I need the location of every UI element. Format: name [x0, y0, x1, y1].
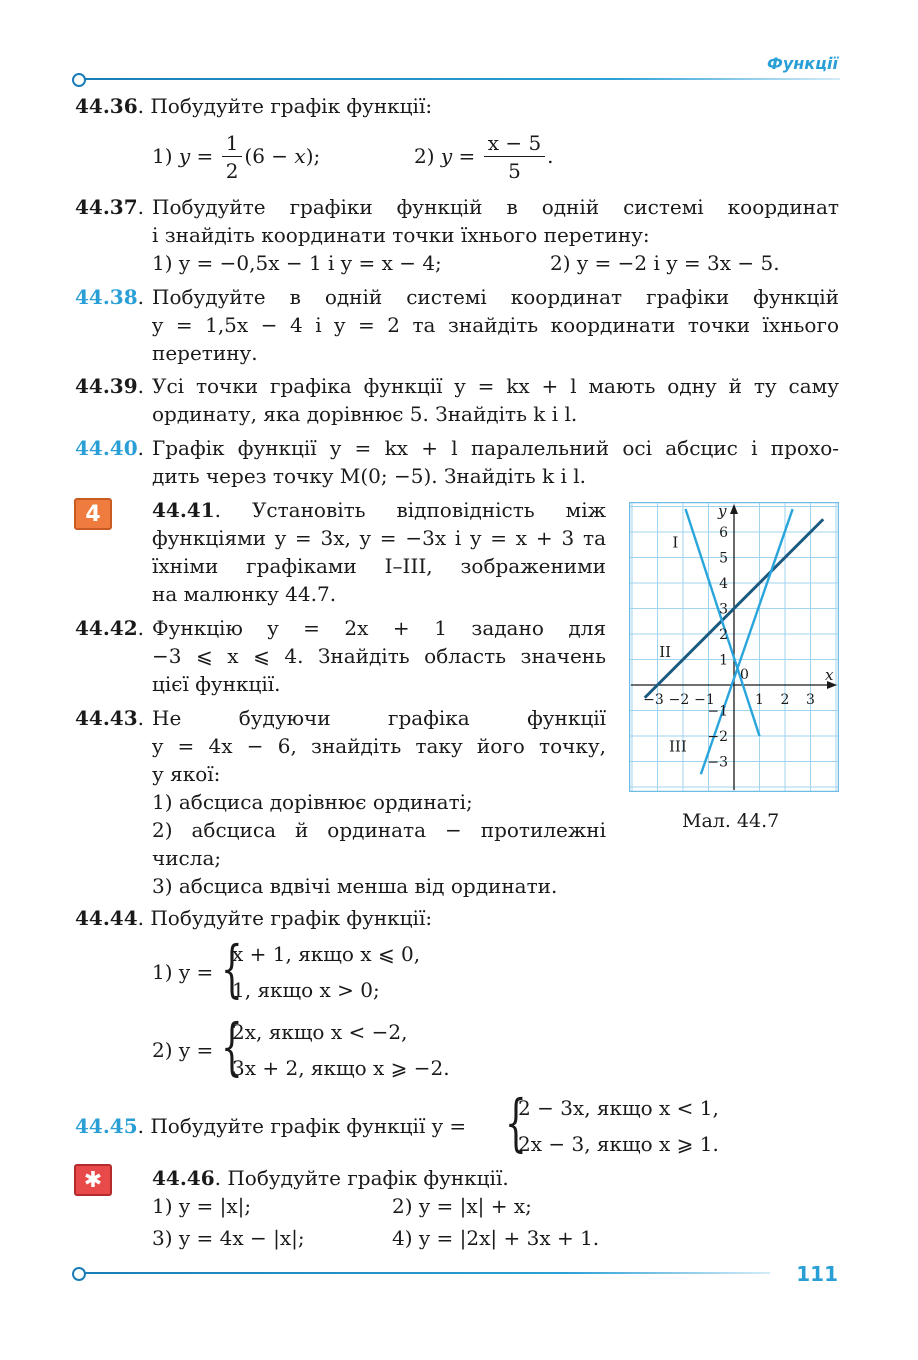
problem-44-37-item-2: 2) y = −2 і y = 3x − 5.	[550, 251, 780, 275]
page-number: 111	[796, 1262, 838, 1286]
top-rule	[80, 78, 840, 80]
problem-44-41-line-1: 44.41. Установіть відповідність між	[152, 498, 606, 522]
problem-44-39-line-2: ординату, яка дорівнює 5. Знайдіть k і l.	[152, 402, 578, 426]
figure-44-7	[629, 502, 839, 792]
x-tick-label: −3	[643, 692, 664, 708]
problem-44-43: 44.43.	[75, 706, 144, 730]
bottom-rule	[80, 1272, 770, 1274]
problem-44-45-case-b: 2x − 3, якщо x ⩾ 1.	[518, 1132, 719, 1156]
problem-44-37-item-1: 1) y = −0,5x − 1 і y = x − 4;	[152, 251, 442, 275]
difficulty-star-badge: ✱	[74, 1164, 112, 1196]
y-tick-label: 1	[719, 652, 728, 669]
problem-44-37-line-1: Побудуйте графіки функцій в одній системі координат	[152, 195, 839, 219]
problem-44-43-line-2: y = 4x − 6, знайдіть таку його точку,	[152, 734, 606, 758]
problem-44-36: 44.36. Побудуйте графік функції:	[75, 94, 433, 118]
graph-label: II	[659, 642, 672, 661]
problem-44-40-line-2: дить через точку M(0; −5). Знайдіть k і l.	[152, 464, 587, 488]
problem-44-38-line-3: перетину.	[152, 341, 258, 365]
problem-44-39: 44.39.	[75, 374, 144, 398]
problem-44-38-line-1: Побудуйте в одній системі координат графіки функцій	[152, 285, 839, 309]
problem-44-44-system-2-label: 2) y =	[152, 1038, 214, 1062]
problem-44-38-line-2: y = 1,5x − 4 і y = 2 та знайдіть координати точки їхнього	[152, 313, 839, 337]
problem-44-36-item-2: 2) y = $\frac{x - 5}{5}$ .	[414, 131, 554, 183]
problem-44-45: 44.45. Побудуйте графік функції y =	[75, 1114, 467, 1138]
running-header: Функції	[766, 54, 838, 73]
x-tick-label: 3	[806, 692, 815, 708]
graph-label: I	[672, 533, 679, 552]
problem-44-40-line-1: Графік функції y = kx + l паралельний осі абсцис і прохо-	[152, 436, 839, 460]
problem-44-44-system-1-case-a: x + 1, якщо x ⩽ 0,	[232, 942, 421, 966]
problem-44-43-item-1: 1) абсциса дорівнює ординаті;	[152, 790, 473, 814]
problem-44-36-item-1: 1) y = $\frac{1}{2}$ (6 − x);	[152, 131, 321, 183]
problem-44-44-system-1-case-b: 1, якщо x > 0;	[232, 978, 380, 1002]
problem-44-37-line-2: і знайдіть координати точки їхнього перетину:	[152, 223, 650, 247]
problem-44-46-item-3: 3) y = 4x − |x|;	[152, 1226, 305, 1250]
problem-44-43-item-3: 3) абсциса вдвічі менша від ординати.	[152, 874, 558, 898]
y-tick-label: 3	[719, 601, 728, 618]
y-tick-label: −2	[707, 729, 728, 745]
problem-44-44-system-2-case-b: 3x + 2, якщо x ⩾ −2.	[232, 1056, 450, 1080]
problem-44-44: 44.44. Побудуйте графік функції:	[75, 906, 433, 930]
problem-44-42-line-2: −3 ⩽ x ⩽ 4. Знайдіть область значень	[152, 644, 606, 668]
origin-label: 0	[740, 667, 749, 683]
problem-44-44-system-1-label: 1) y =	[152, 960, 214, 984]
x-tick-label: −2	[668, 692, 690, 708]
y-tick-label: 4	[719, 576, 728, 592]
problem-44-43-line-3: у якої:	[152, 762, 221, 786]
problem-44-38: 44.38.	[75, 285, 144, 309]
left-brace: {	[221, 1010, 243, 1083]
x-tick-label: 2	[780, 692, 790, 708]
y-tick-label: −3	[707, 754, 728, 771]
y-tick-label: −1	[707, 703, 728, 720]
difficulty-level-4-badge: 4	[74, 498, 112, 530]
problem-44-41-line-2: функціями y = 3x, y = −3x і y = x + 3 та	[152, 526, 606, 550]
y-tick-label: 6	[719, 525, 728, 541]
problem-44-43-item-2-cont: числа;	[152, 846, 222, 870]
problem-44-37: 44.37.	[75, 195, 144, 219]
problem-44-39-line-1: Усі точки графіка функції y = kx + l мають одну й ту саму	[152, 374, 839, 398]
y-axis-label: y	[718, 502, 727, 520]
problem-44-42-line-3: цієї функції.	[152, 672, 281, 696]
problem-44-41-line-3: їхніми графіками I–III, зображеними	[152, 554, 606, 578]
problem-44-41-line-4: на малюнку 44.7.	[152, 582, 337, 606]
x-tick-label: −1	[694, 692, 715, 708]
top-rule-circle	[72, 73, 86, 87]
problem-44-40: 44.40.	[75, 436, 144, 460]
problem-44-46-item-1: 1) y = |x|;	[152, 1194, 252, 1218]
problem-44-46: 44.46. Побудуйте графік функції.	[152, 1166, 509, 1190]
problem-44-42: 44.42.	[75, 616, 144, 640]
problem-44-45-case-a: 2 − 3x, якщо x < 1,	[518, 1096, 719, 1120]
problem-text: Побудуйте графік функції:	[150, 94, 433, 118]
left-brace: {	[505, 1086, 527, 1159]
bottom-rule-circle	[72, 1267, 86, 1281]
problem-44-46-item-4: 4) y = |2x| + 3x + 1.	[392, 1226, 600, 1250]
problem-44-43-line-1: Не будуючи графіка функції	[152, 706, 606, 730]
x-tick-label: 1	[755, 692, 764, 708]
left-brace: {	[221, 932, 243, 1005]
problem-44-43-item-2: 2) абсциса й ордината − протилежні	[152, 818, 606, 842]
problem-44-42-line-1: Функцію y = 2x + 1 задано для	[152, 616, 606, 640]
problem-44-46-item-2: 2) y = |x| + x;	[392, 1194, 532, 1218]
y-tick-label: 2	[719, 627, 728, 643]
problem-number: 44.36	[75, 94, 138, 118]
problem-44-44-system-2-case-a: 2x, якщо x < −2,	[232, 1020, 408, 1044]
graph-label: III	[669, 737, 687, 756]
figure-caption: Мал. 44.7	[682, 810, 780, 832]
x-axis-label: x	[825, 666, 834, 684]
y-tick-label: 5	[719, 550, 728, 567]
